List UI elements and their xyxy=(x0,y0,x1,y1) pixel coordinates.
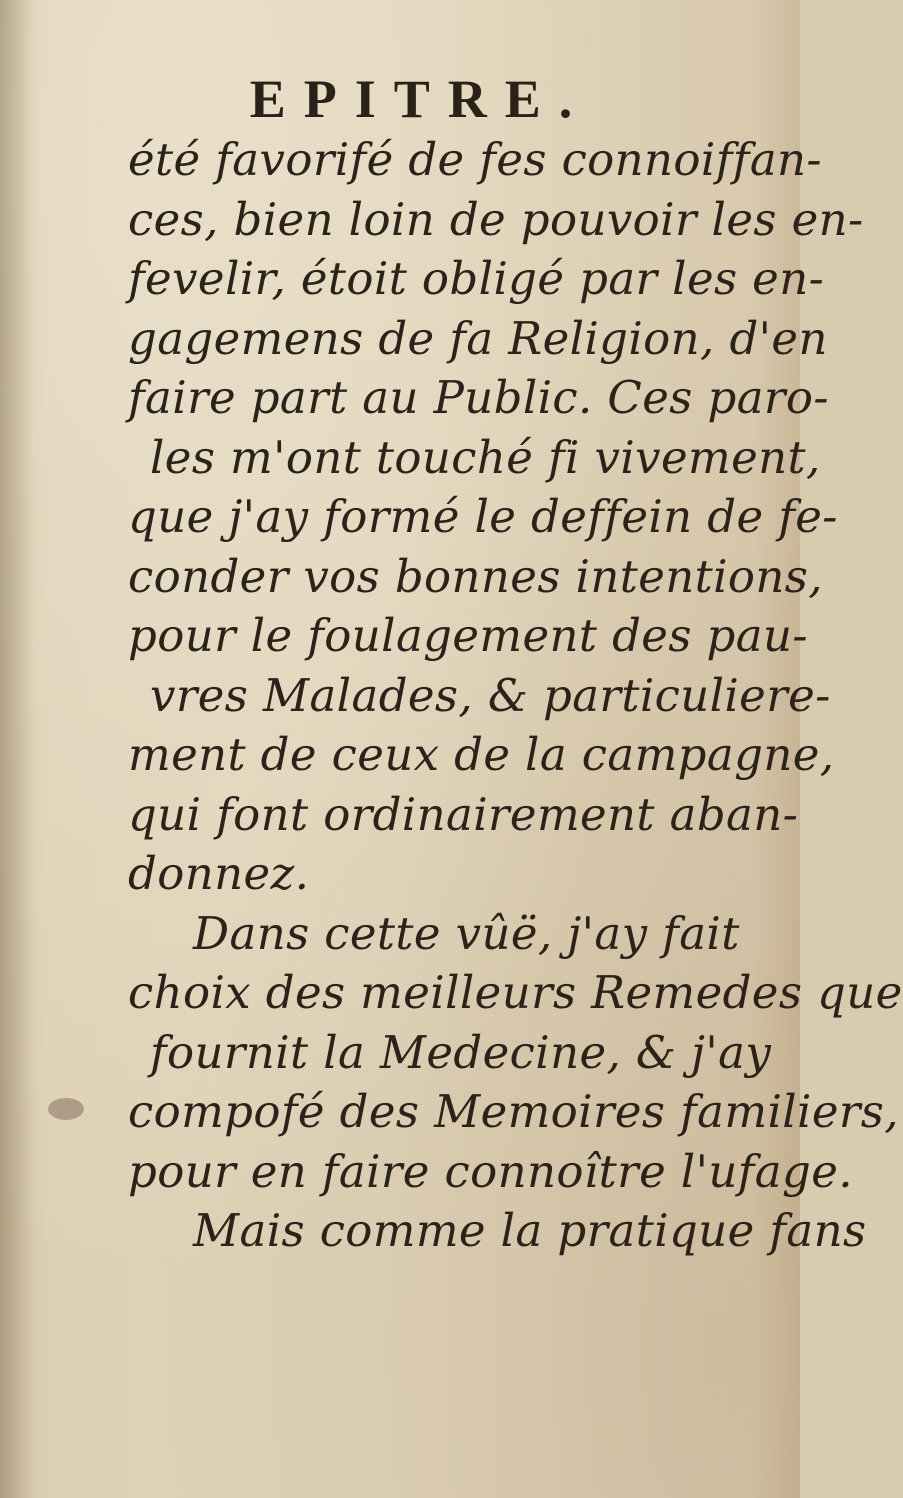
text-line: ces, bien loin de pouvoir les en- xyxy=(128,192,864,246)
text-line: gagemens de fa Religion, d'en xyxy=(128,311,828,365)
text-line: faire part au Public. Ces paro- xyxy=(128,371,829,424)
body-text xyxy=(128,130,903,1261)
text-line: conder vos bonnes intentions, xyxy=(128,549,823,603)
text-line: fevelir, étoit obligé par les en- xyxy=(128,252,825,305)
text-line: été favorifé de fes connoiffan- xyxy=(128,133,823,186)
text-line: vres Malades, & particuliere- xyxy=(150,668,831,722)
text-line: que j'ay formé le deffein de fe- xyxy=(128,490,838,543)
text-line: pour le foulagement des pau- xyxy=(128,609,808,662)
paragraph-start-line: Dans cette vûë, j'ay fait xyxy=(193,906,740,960)
gutter-shadow xyxy=(0,0,34,1498)
text-line: les m'ont touché fi vivement, xyxy=(150,430,821,484)
text-line: pour en faire connoître l'ufage. xyxy=(128,1144,853,1198)
text-line: fournit la Medecine, & j'ay xyxy=(150,1025,772,1079)
ink-stain xyxy=(48,1098,84,1120)
text-line: donnez. xyxy=(128,847,310,900)
text-line: compofé des Memoires familiers, xyxy=(128,1085,899,1138)
text-line: choix des meilleurs Remedes que xyxy=(128,966,903,1019)
running-head: EPITRE. xyxy=(249,69,591,129)
text-line: ment de ceux de la campagne, xyxy=(128,728,835,781)
text-line: qui font ordinairement aban- xyxy=(128,787,799,841)
paragraph-start-line: Mais comme la pratique fans xyxy=(193,1204,867,1257)
